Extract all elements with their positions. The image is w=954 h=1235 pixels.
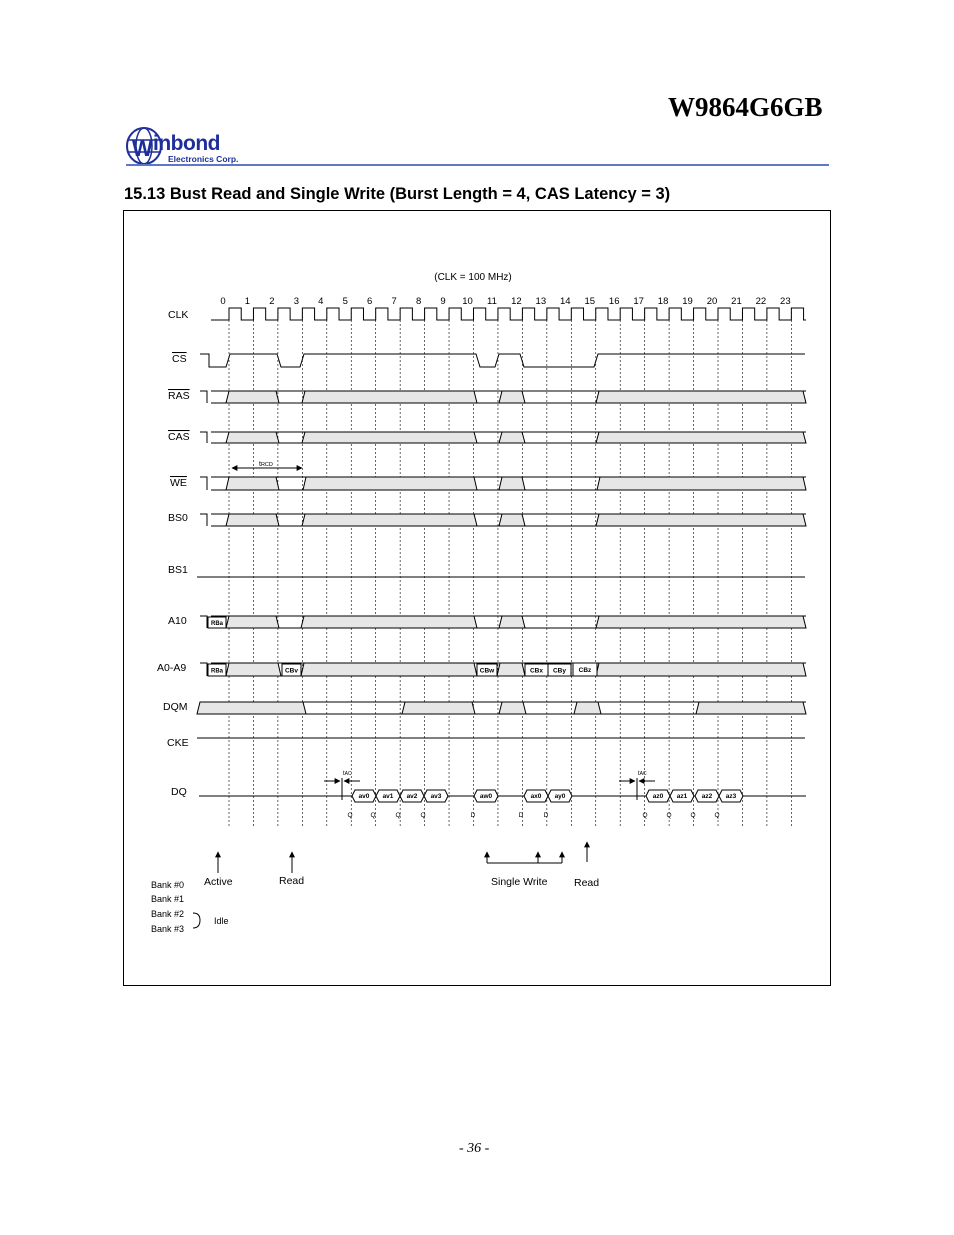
- dq-q-label-1: Q: [370, 812, 376, 819]
- cas-bus-valid-3: [596, 432, 806, 443]
- clock-number-0: 0: [220, 296, 226, 307]
- clock-number-23: 23: [780, 296, 791, 307]
- addr-cby-text: CBy: [552, 667, 567, 675]
- bs0-bus-lead: [200, 514, 207, 526]
- cas-bus-lead: [200, 432, 207, 443]
- a10-bus-valid-2: [499, 616, 525, 628]
- clock-number-22: 22: [755, 296, 767, 307]
- dq-q-label-3: Q: [420, 812, 426, 819]
- bank-2: Bank #2: [151, 909, 185, 919]
- a10-bus: [200, 616, 806, 628]
- signal-label-clk: CLK: [168, 309, 189, 321]
- dqm-bus-valid-3: [574, 702, 601, 714]
- dqm-bus: [197, 702, 806, 714]
- dq-d-label-2: D: [543, 812, 549, 819]
- command-single-write: Single Write: [491, 876, 548, 888]
- clock-number-2: 2: [269, 296, 275, 307]
- ras-bus-valid-0: [226, 391, 279, 403]
- we-bus-valid-2: [499, 477, 525, 490]
- a10-bus-lead: [200, 616, 207, 628]
- bs0-bus-valid-2: [499, 514, 525, 526]
- signal-label-cs: CS: [172, 353, 187, 365]
- bank-3: Bank #3: [151, 924, 185, 934]
- signal-label-a0-a9: A0-A9: [157, 662, 187, 674]
- clock-number-5: 5: [342, 296, 348, 307]
- cs-waveform: [200, 354, 805, 367]
- clock-number-7: 7: [391, 296, 397, 307]
- dqm-bus-valid-2: [499, 702, 526, 714]
- clock-note: (CLK = 100 MHz): [434, 272, 512, 283]
- a0-a9-bus-valid-1: [301, 663, 477, 676]
- clock-number-17: 17: [633, 296, 644, 307]
- signal-label-cas: CAS: [168, 431, 190, 443]
- command-markers: [204, 842, 599, 889]
- a0-a9-bus-valid-3: [596, 663, 806, 676]
- dqm-bus-valid-1: [402, 702, 475, 714]
- dq-waveform: [199, 771, 806, 819]
- cas-bus: [200, 432, 806, 443]
- a0-a9-bus-valid-0: [226, 663, 281, 676]
- clock-number-21: 21: [731, 296, 742, 307]
- svg-text:W: W: [132, 136, 153, 161]
- tac-1-label: tAC: [343, 771, 352, 777]
- logo-word: inbond: [153, 132, 220, 155]
- clock-number-16: 16: [608, 296, 620, 307]
- dqm-bus-valid-0: [197, 702, 306, 714]
- we-bus-valid-0: [226, 477, 279, 490]
- dq-az3-text: az3: [725, 793, 737, 800]
- clock-number-20: 20: [706, 296, 718, 307]
- ras-bus-valid-1: [302, 391, 477, 403]
- dq-q-label-6: Q: [690, 812, 696, 819]
- clock-number-14: 14: [560, 296, 571, 307]
- dq-az0-text: az0: [652, 793, 664, 800]
- clock-cycle-numbers: [220, 296, 790, 307]
- clock-number-8: 8: [415, 296, 422, 307]
- signal-label-cke: CKE: [167, 737, 189, 749]
- we-bus-lead: [200, 477, 207, 490]
- ras-bus-lead: [200, 391, 207, 403]
- bs0-bus-valid-0: [226, 514, 279, 526]
- we-bus-valid-3: [597, 477, 806, 490]
- dq-az1-text: az1: [676, 793, 688, 800]
- cas-bus-valid-1: [302, 432, 477, 443]
- clock-number-19: 19: [682, 296, 693, 307]
- addr-cbw-text: CBw: [479, 667, 495, 675]
- a10-rba-text: RBa: [210, 621, 224, 627]
- a0-a9-bus-lead: [200, 663, 207, 676]
- bs0-bus-valid-1: [302, 514, 477, 526]
- dq-ay0-text: ay0: [554, 793, 566, 800]
- signal-label-ras: RAS: [168, 390, 190, 402]
- clock-number-4: 4: [318, 296, 324, 307]
- dq-q-label-5: Q: [666, 812, 672, 819]
- dq-aw0-text: aw0: [479, 793, 493, 800]
- dq-az2-text: az2: [701, 793, 713, 800]
- clock-number-10: 10: [462, 296, 473, 307]
- addr-cbz-text: CBz: [578, 667, 592, 674]
- clock-number-1: 1: [244, 296, 251, 307]
- idle-brace: [193, 913, 200, 928]
- signal-label-bs0: BS0: [168, 512, 188, 524]
- command-read-1: Read: [279, 875, 305, 887]
- bus-waveforms: [197, 391, 806, 714]
- dq-av1-text: av1: [382, 793, 394, 800]
- section-title: 15.13 Bust Read and Single Write (Burst Length = 4, CAS Latency = 3): [124, 185, 671, 203]
- addr-cbv-text: CBv: [284, 667, 299, 675]
- logo-subtext: Electronics Corp.: [168, 154, 239, 164]
- cas-bus-valid-0: [226, 432, 279, 443]
- signal-label-dq: DQ: [171, 786, 187, 798]
- bank-0: Bank #0: [151, 880, 185, 890]
- a10-bus-valid-3: [596, 616, 806, 628]
- dq-q-label-0: Q: [347, 812, 353, 819]
- idle-label: Idle: [214, 916, 229, 926]
- dq-d-label-1: D: [518, 812, 524, 819]
- clock-number-3: 3: [293, 296, 299, 307]
- clock-number-9: 9: [440, 296, 446, 307]
- a0-a9-bus-valid-2: [497, 663, 525, 676]
- clock-edge-gridlines: [229, 308, 791, 828]
- signal-label-dqm: DQM: [163, 701, 188, 713]
- signal-label-bs1: BS1: [168, 564, 188, 576]
- ras-bus-valid-3: [596, 391, 806, 403]
- clock-number-13: 13: [535, 296, 547, 307]
- bs0-bus: [200, 514, 806, 526]
- clock-number-15: 15: [584, 296, 596, 307]
- command-active: Active: [204, 876, 233, 888]
- cas-bus-valid-2: [499, 432, 525, 443]
- clock-number-11: 11: [487, 296, 497, 307]
- dq-d-label-0: D: [470, 812, 476, 819]
- dq-q-label-2: Q: [395, 812, 401, 819]
- dq-av2-text: av2: [406, 793, 418, 800]
- addr-rba-text: RBa: [210, 668, 224, 675]
- a10-bus-valid-0: [226, 616, 279, 628]
- we-bus: [200, 477, 806, 490]
- trcd-label: tRCD: [259, 461, 273, 468]
- we-bus-valid-1: [303, 477, 477, 490]
- clock-number-18: 18: [657, 296, 669, 307]
- dqm-bus-valid-4: [696, 702, 806, 714]
- clk-waveform: [211, 308, 806, 320]
- part-number: W9864G6GB: [668, 92, 823, 122]
- clock-number-12: 12: [511, 296, 522, 307]
- dq-q-label-4: Q: [642, 812, 648, 819]
- dq-ax0-text: ax0: [530, 793, 542, 800]
- bs0-bus-valid-3: [596, 514, 806, 526]
- dq-q-label-7: Q: [714, 812, 720, 819]
- signal-label-a10: A10: [168, 615, 187, 627]
- ras-bus-valid-2: [499, 391, 525, 403]
- page-number: - 36 -: [459, 1141, 490, 1156]
- command-read-2: Read: [574, 877, 600, 889]
- dq-av0-text: av0: [358, 793, 370, 800]
- bank-1: Bank #1: [151, 894, 185, 904]
- signal-label-we: WE: [170, 477, 187, 489]
- addr-cbx-text: CBx: [529, 667, 544, 675]
- tac-2-label: tAC: [638, 771, 647, 777]
- clock-number-6: 6: [367, 296, 373, 307]
- a10-bus-valid-1: [301, 616, 477, 628]
- dq-av3-text: av3: [430, 793, 442, 800]
- ras-bus: [200, 391, 806, 403]
